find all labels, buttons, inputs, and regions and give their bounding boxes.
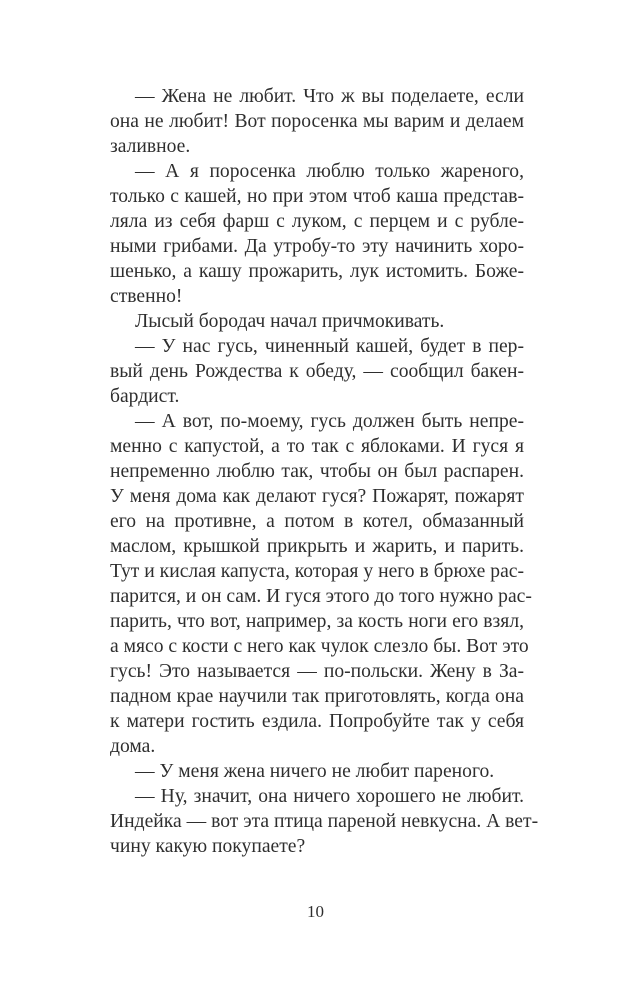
- text-line: — У меня жена ничего не любит пареного.: [135, 761, 495, 782]
- text-line: непременно люблю так, чтобы он был распарен.: [110, 461, 524, 482]
- text-line: вый день Рождества к обеду, — сообщил бакен-: [110, 361, 524, 382]
- text-line: к матери гостить ездила. Попробуйте так у себя: [110, 711, 524, 732]
- text-line: Лысый бородач начал причмокивать.: [135, 311, 445, 332]
- text-line: — А я поросенка люблю только жареного,: [135, 161, 524, 182]
- text-line: ственно!: [110, 286, 183, 307]
- text-line: маслом, крышкой прикрыть и жарить, и парить.: [110, 536, 524, 557]
- text-line: а мясо с кости с него как чулок слезло бы. Вот это: [110, 636, 529, 657]
- text-line: парить, что вот, например, за кость ноги его взял,: [110, 611, 524, 632]
- text-line: Тут и кислая капуста, которая у него в брюхе рас-: [110, 561, 524, 582]
- text-line: дома.: [110, 736, 156, 757]
- text-line: ными грибами. Да утробу-то эту начинить хоро-: [110, 236, 524, 257]
- text-line: — У нас гусь, чиненный кашей, будет в пер-: [135, 336, 524, 357]
- text-line: парится, и он сам. И гуся этого до того нужно рас-: [110, 586, 532, 607]
- text-line: заливное.: [110, 136, 191, 157]
- text-line: падном крае научили так приготовлять, когда она: [110, 686, 524, 707]
- text-line: ляла из себя фарш с луком, с перцем и с рубле-: [110, 211, 524, 232]
- text-line: — Ну, значит, она ничего хорошего не любит.: [135, 786, 524, 807]
- text-line: чину какую покупаете?: [110, 836, 306, 857]
- text-line: шенько, а кашу прожарить, лук истомить. Боже-: [110, 261, 524, 282]
- text-line: бардист.: [110, 386, 180, 407]
- text-line: только с кашей, но при этом чтоб каша представ-: [110, 186, 524, 207]
- text-line: его на противне, а потом в котел, обмазанный: [110, 511, 524, 532]
- text-line: — Жена не любит. Что ж вы поделаете, если: [135, 86, 524, 107]
- page-number: 10: [307, 902, 324, 921]
- text-line: она не любит! Вот поросенка мы варим и делаем: [110, 111, 524, 132]
- text-line: Индейка — вот эта птица пареной невкусна. А вет-: [110, 811, 539, 832]
- text-line: — А вот, по-моему, гусь должен быть непре-: [135, 411, 524, 432]
- text-line: менно с капустой, а то так с яблоками. И гуся я: [110, 436, 524, 457]
- text-line: У меня дома как делают гуся? Пожарят, пожарят: [110, 486, 524, 507]
- text-line: гусь! Это называется — по-польски. Жену в За-: [110, 661, 524, 682]
- page-body-text: [110, 84, 539, 859]
